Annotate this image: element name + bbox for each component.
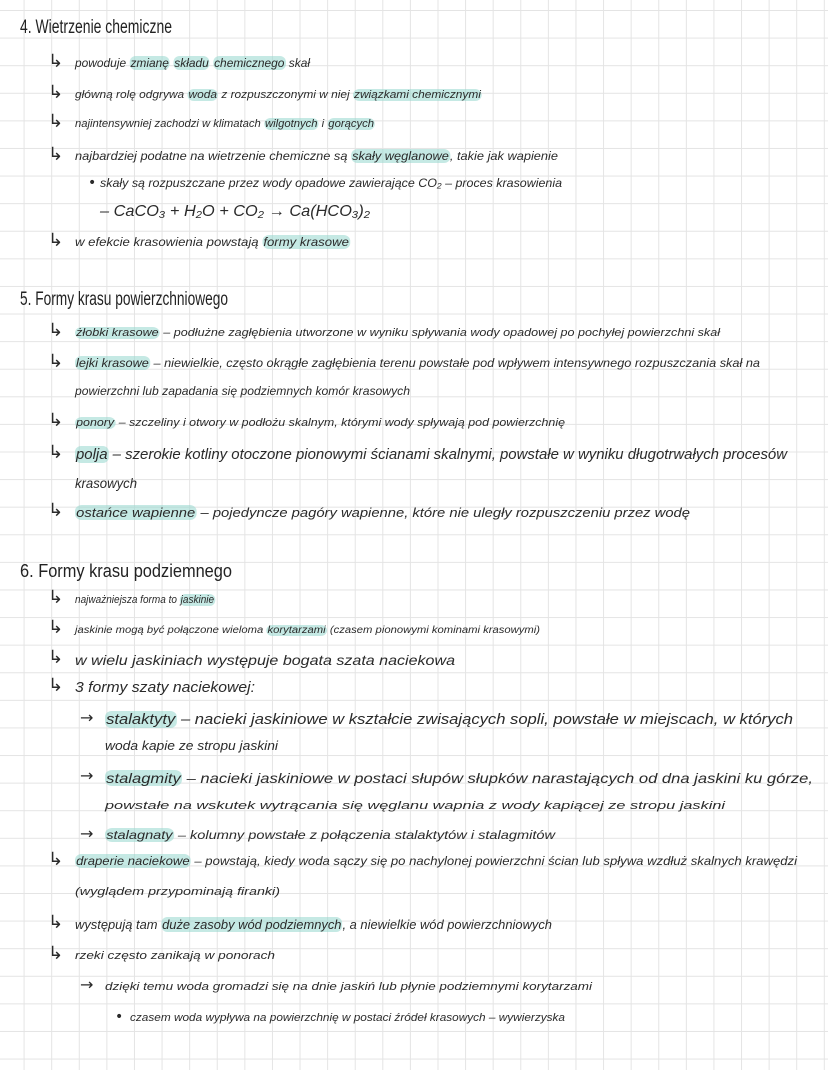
return-arrow-icon: ↳ [48,320,64,342]
return-arrow-icon: ↳ [48,675,64,697]
note-text: – kolumny powstałe z połączenia stalaktytów i stalagmitów [173,828,555,843]
note-line [75,678,255,698]
note-line [75,235,350,251]
note-line [75,56,310,72]
note-line [105,738,278,755]
highlighted-term: wilgotnych [264,117,318,130]
note-line [105,980,592,994]
note-text: powierzchni lub zapadania się podziemnych komór krasowych [75,384,411,399]
note-text: 3 formy szaty naciekowej: [75,679,255,697]
note-line [75,917,552,934]
return-arrow-icon: ↳ [48,849,64,871]
note-text: skał [285,56,310,71]
return-arrow-icon: ↳ [48,617,64,639]
note-text: najintensywniej zachodzi w klimatach [75,117,264,130]
note-line [75,854,797,870]
note-text: w wielu jaskiniach występuje bogata szata naciekowa [75,651,455,668]
highlighted-term: formy krasowe [263,235,349,250]
note-line [75,149,558,165]
note-line [105,799,725,813]
note-line [75,593,215,607]
section-heading [20,288,228,313]
highlighted-term: skały węglanowe [352,149,449,164]
note-text: czasem woda wypływa na powierzchnię w postaci źródeł krasowych – wywierzyska [130,1011,565,1024]
highlighted-term: duże zasoby wód podziemnych [162,916,342,932]
highlighted-term: składu [174,56,209,71]
note-text: najbardziej podatne na wietrzenie chemiczne są [75,149,352,164]
return-arrow-icon: ↳ [48,500,64,522]
highlighted-term: żłobki krasowe [76,326,159,339]
highlighted-term: gorących [328,117,374,130]
note-text: dzięki temu woda gromadzi się na dnie jaskiń lub płynie podziemnymi korytarzami [105,980,592,993]
note-text: – szczeliny i otwory w podłożu skalnym, którymi wody spływają pod powierzchnię [115,416,565,429]
note-line [100,202,370,223]
note-text: – nacieki jaskiniowe w postaci słupów słupków narastających od dna jaskini ku górze, [181,769,813,786]
note-text: powoduje [75,56,130,71]
section-heading [20,560,232,583]
note-text: – podłużne zagłębienia utworzone w wyniku spływania wody opadowej po pochyłej powierzchni skał [159,326,721,339]
return-arrow-icon: ↳ [48,144,64,166]
note-text: występują tam [75,916,162,932]
note-text: i [318,117,328,130]
highlighted-term: ostańce wapienne [76,504,196,520]
right-arrow-icon: → [80,824,94,844]
note-text: – powstają, kiedy woda sączy się po nachylonej powierzchni ścian lub spływa wzdłuż skalnych krawędzi [190,854,797,869]
note-text: krasowych [75,474,137,491]
highlighted-term: zmianę [130,56,169,71]
return-arrow-icon: ↳ [48,647,64,669]
note-text: 6. Formy krasu podziemnego [20,561,232,582]
note-text: 5. Formy krasu powierzchniowego [20,288,228,310]
note-line [75,384,410,400]
note-line [75,416,565,430]
return-arrow-icon: ↳ [48,51,64,73]
note-text: (wyglądem przypominają firanki) [75,885,280,898]
return-arrow-icon: ↳ [48,351,64,373]
highlighted-term: korytarzami [267,624,326,636]
note-text: (czasem pionowymi kominami krasowymi) [326,624,540,636]
return-arrow-icon: ↳ [48,943,64,965]
highlighted-term: lejki krasowe [76,356,149,371]
note-line [75,624,540,637]
note-text: – pojedyncze pagóry wapienne, które nie uległy rozpuszczeniu przez wodę [196,504,690,520]
bullet-icon: • [88,174,97,191]
return-arrow-icon: ↳ [48,410,64,432]
right-arrow-icon: → [80,708,94,728]
note-line [100,176,562,192]
return-arrow-icon: ↳ [48,230,64,252]
note-line [75,88,482,102]
note-text: główną rolę odgrywa [75,88,188,101]
note-line [130,1011,565,1025]
section-heading [20,16,172,41]
highlighted-term: stalaktyty [106,711,176,729]
highlighted-term: jaskinie [180,593,215,606]
note-line [75,356,760,372]
note-line [75,445,787,465]
return-arrow-icon: ↳ [48,442,64,464]
note-line [105,769,813,787]
note-text: – niewielkie, często okrągłe zagłębienia terenu powstałe pod wpływem intensywnego rozpuszczania skał na [149,356,760,371]
highlighted-term: polja [75,446,108,464]
note-line [75,651,455,669]
note-line [105,710,793,730]
note-text: – nacieki jaskiniowe w kształcie zwisających sopli, powstałe w miejscach, w których [176,711,794,729]
note-line [75,949,275,963]
note-text: 4. Wietrzenie chemiczne [20,16,172,38]
note-text: powstałe na wskutek wytrącania się węglanu wapnia z wody kapiącej ze stropu jaskini [105,799,725,812]
note-line [75,885,280,899]
note-text: woda kapie ze stropu jaskini [105,737,278,753]
return-arrow-icon: ↳ [48,587,64,609]
return-arrow-icon: ↳ [48,111,64,133]
note-line [105,828,555,844]
note-text: – CaCO₃ + H₂O + CO₂ → Ca(HCO₃)₂ [100,202,370,220]
highlighted-term: woda [188,88,217,101]
note-line [75,474,137,492]
highlighted-term: związkami chemicznymi [353,88,481,101]
note-line [75,117,375,131]
right-arrow-icon: → [80,766,94,786]
note-text: , a niewielkie wód powierzchniowych [342,916,552,932]
highlighted-term: stalagnaty [106,828,173,843]
note-text: najważniejsza forma to [75,593,180,606]
return-arrow-icon: ↳ [48,82,64,104]
note-line [75,326,720,340]
note-text: rzeki często zanikają w ponorach [75,949,275,962]
note-text: – szerokie kotliny otoczone pionowymi ścianami skalnymi, powstałe w wyniku długotrwałych procesów [108,446,787,464]
note-text: w efekcie krasowienia powstają [75,235,263,250]
highlighted-term: chemicznego [214,56,285,71]
highlighted-term: stalagmity [106,769,181,786]
return-arrow-icon: ↳ [48,912,64,934]
note-text: jaskinie mogą być połączone wieloma [75,624,267,636]
note-text: skały są rozpuszczane przez wody opadowe zawierające CO₂ – proces krasowienia [100,176,562,191]
note-text: , takie jak wapienie [449,149,558,164]
note-text: z rozpuszczonymi w niej [218,88,353,101]
bullet-icon: • [115,1008,124,1025]
highlighted-term: draperie naciekowe [76,854,190,869]
right-arrow-icon: → [80,975,94,995]
highlighted-term: ponory [76,416,115,429]
note-line [75,505,690,522]
